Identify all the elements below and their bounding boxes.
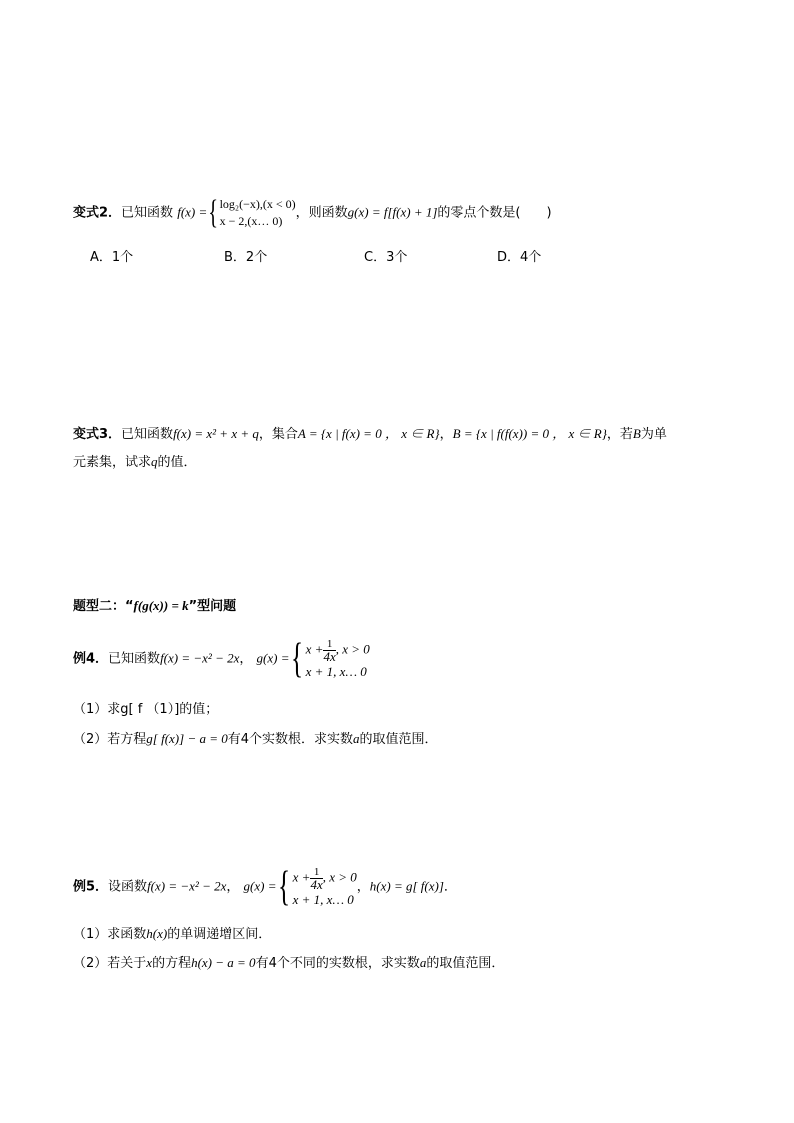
- example-5-hx: h(x) = g[ f(x)]: [369, 878, 444, 894]
- example-5-part-2-mid-1: 的方程: [152, 956, 192, 971]
- variant-3-set-b: B = {x | f(f(x)) = 0 ， x ∈ R}: [452, 426, 607, 441]
- variant-3-sep: ，: [439, 427, 453, 442]
- example-4-case-2: x + 1, x… 0: [305, 664, 367, 679]
- variant-2-fx: f(x) =: [177, 204, 208, 220]
- example-5-part-2-mid-2: 有4个不同的实数根，求实数: [255, 956, 420, 971]
- variant-3-line-2-post: 的值．: [157, 455, 197, 470]
- variant-2-option-d: D．4个: [497, 250, 542, 265]
- type-2-label-pre: 题型二：“: [73, 599, 134, 614]
- example-5-part-2: [73, 954, 504, 973]
- variant-2-tail: 的零点个数是( ): [437, 205, 552, 221]
- variant-3-tail-2: 为单: [640, 427, 667, 442]
- example-5-part-2-a: a: [419, 955, 427, 970]
- variant-2-label: 变式2．: [73, 205, 122, 221]
- example-5-part-1: [73, 925, 271, 944]
- example-4-question: [73, 638, 370, 680]
- variant-3-tail-1: ，若: [606, 427, 633, 442]
- example-5-comma: ，: [226, 879, 240, 895]
- example-5-part-2-eq: h(x) − a = 0: [191, 955, 256, 970]
- example-5-brace: {: [278, 864, 291, 910]
- variant-2-brace: {: [208, 194, 219, 231]
- example-4-part-2-eq: g[ f(x)] − a = 0: [146, 731, 228, 746]
- example-5-case-2: x + 1, x… 0: [292, 892, 354, 907]
- example-5-fraction-den: 4x: [310, 877, 323, 892]
- example-4-fx: f(x) = −x² − 2x: [160, 650, 240, 666]
- example-4-case-1-b: , x > 0: [335, 641, 370, 657]
- example-5-part-1-pre: （1）求函数: [73, 927, 147, 942]
- example-4-part-2-mid: 有4个实数根．求实数: [227, 732, 354, 747]
- example-5-part-1-h: h(x): [146, 926, 168, 941]
- type-2-label-post: ”型问题: [188, 599, 237, 614]
- example-5-part-2-x: x: [146, 955, 153, 970]
- variant-3-intro: 已知函数: [121, 427, 174, 442]
- variant-2-mid: ，则函数: [295, 205, 348, 221]
- variant-2-cases: [220, 196, 296, 230]
- variant-3-fx: f(x) = x² + x + q: [173, 426, 259, 441]
- example-4-case-1: [306, 638, 370, 663]
- variant-2-intro: 已知函数: [121, 205, 174, 221]
- variant-3-label: 变式3．: [73, 427, 122, 442]
- example-5-fraction: [310, 866, 322, 891]
- variant-2-case-1: log₂(−x),(x < 0): [219, 197, 296, 211]
- example-4-fraction: [323, 638, 335, 663]
- example-4-gx: g(x) =: [256, 650, 290, 666]
- example-4-comma: ，: [239, 651, 253, 667]
- type-2-heading: [73, 597, 236, 616]
- example-4-fraction-num: 1: [323, 638, 335, 651]
- variant-2-case-2: x − 2,(x… 0): [219, 214, 283, 228]
- variant-2-question: [73, 196, 552, 230]
- example-5-comma-2: ，: [356, 879, 370, 895]
- example-4-part-2-post: 的取值范围．: [359, 732, 438, 747]
- variant-2-gx: g(x) = f[f(x) + 1]: [347, 204, 438, 220]
- example-4-intro: 已知函数: [108, 651, 161, 667]
- example-4-label: 例4．: [73, 651, 109, 667]
- example-4-fraction-den: 4x: [323, 649, 336, 664]
- type-2-formula: f(g(x)) = k: [133, 598, 189, 613]
- example-4-part-2-pre: （2）若方程: [73, 732, 147, 747]
- example-5-end: ．: [443, 879, 457, 895]
- example-4-part-1: （1）求g[ f （1）]的值；: [73, 702, 219, 717]
- example-5-intro: 设函数: [108, 879, 148, 895]
- example-4-brace: {: [291, 636, 304, 682]
- example-5-cases: [293, 866, 357, 908]
- variant-3-line-2-pre: 元素集，试求: [73, 455, 152, 470]
- example-5-case-1-b: , x > 0: [322, 869, 357, 885]
- variant-2-option-b: B．2个: [224, 250, 268, 265]
- example-5-part-1-post: 的单调递增区间．: [167, 927, 272, 942]
- variant-3-set-a: A = {x | f(x) = 0 ， x ∈ R}: [297, 426, 440, 441]
- example-5-fx: f(x) = −x² − 2x: [147, 878, 227, 894]
- variant-3-b: B: [632, 426, 641, 441]
- variant-2-option-c: C．3个: [364, 250, 408, 265]
- variant-3-question-line-1: [73, 425, 667, 444]
- example-4-part-2: [73, 730, 438, 749]
- example-4-case-1-a: x +: [305, 641, 324, 657]
- example-5-gx: g(x) =: [243, 878, 277, 894]
- example-4-cases: [306, 638, 370, 680]
- variant-3-question-line-2: [73, 453, 197, 472]
- example-5-part-2-post: 的取值范围．: [426, 956, 505, 971]
- variant-3-set-a-pre: ，集合: [258, 427, 298, 442]
- example-5-label: 例5．: [73, 879, 109, 895]
- example-5-case-1-a: x +: [292, 869, 311, 885]
- variant-2-option-a: A．1个: [90, 250, 134, 265]
- example-4-part-2-a: a: [353, 731, 360, 746]
- variant-3-q: q: [151, 454, 158, 469]
- example-5-question: [73, 866, 457, 908]
- example-5-case-1: [293, 866, 357, 891]
- example-5-fraction-num: 1: [310, 866, 322, 879]
- example-5-part-2-pre: （2）若关于: [73, 956, 147, 971]
